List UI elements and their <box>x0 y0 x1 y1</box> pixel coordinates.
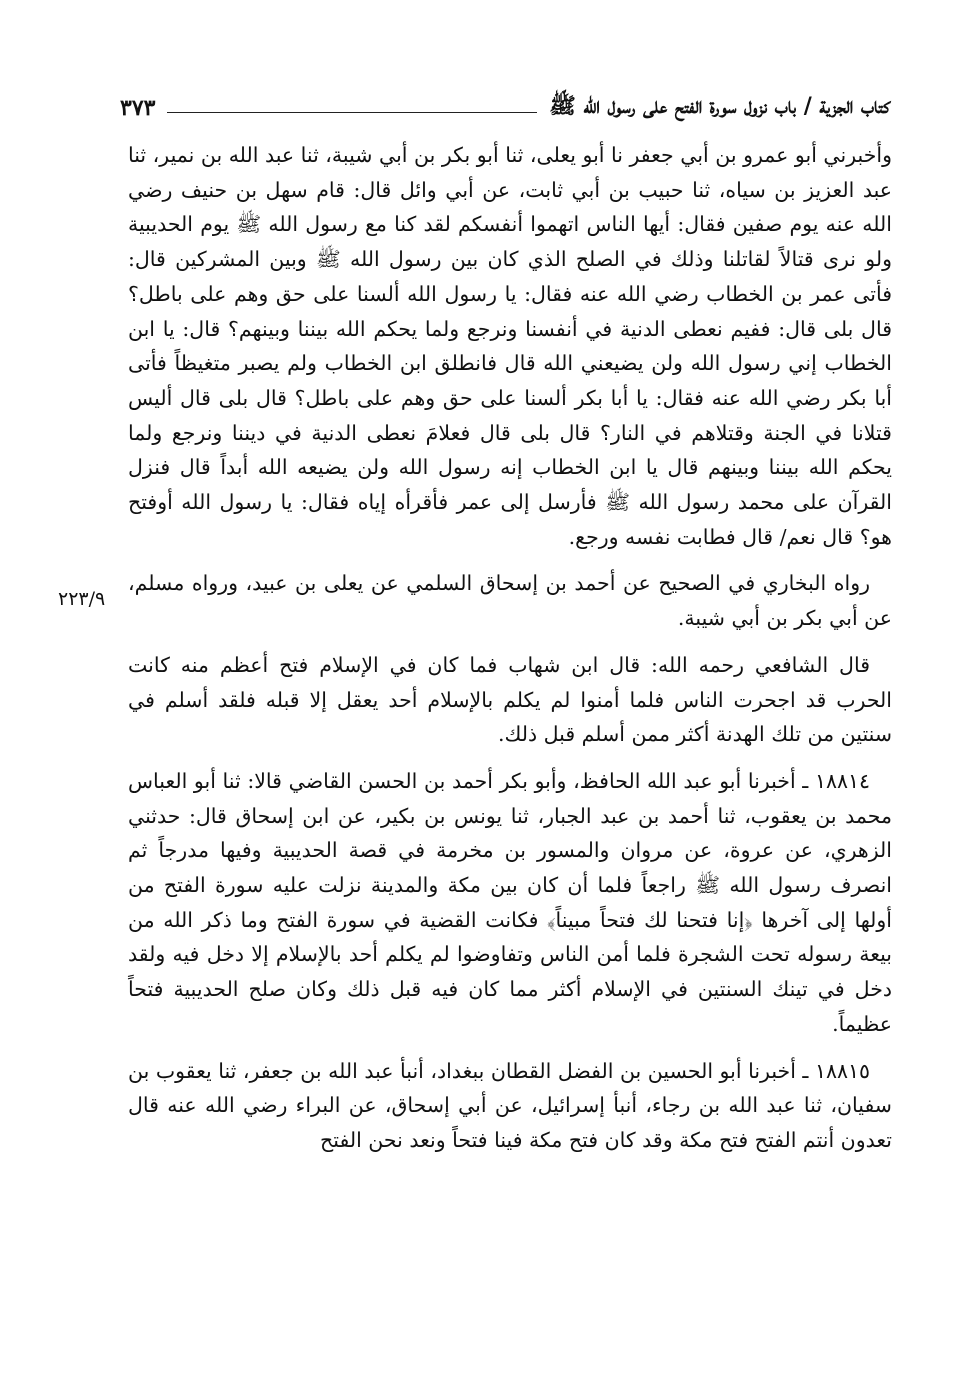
page-body <box>128 138 892 1158</box>
margin-reference: ٢٢٣/٩ <box>58 588 106 610</box>
paragraph-hadith-18815: ١٨٨١٥ ـ أخبرنا أبو الحسين بن الفضل القطان ببغداد، أنبأ عبد الله بن جعفر، ثنا يعقوب بن سفيان، ثنا عبد الله بن رجاء، أنبأ إسرائيل، عن أبي إسحاق، عن البراء رضي الله عنه قال تعدون أنتم الفتح فتح مكة وقد كان فتح مكة فينا فتحاً ونعد نحن الفتح <box>128 1058 892 1152</box>
chapter-title: كتاب الجزية / باب نزول سورة الفتح على رسول الله ﷺ <box>549 93 890 119</box>
paragraph-hadith-18814: ١٨٨١٤ ـ أخبرنا أبو عبد الله الحافظ، وأبو بكر أحمد بن الحسن القاضي قالا: ثنا أبو العباس محمد بن يعقوب، ثنا أحمد بن عبد الجبار، ثنا يونس بن بكير، عن ابن إسحاق قال: حدثني الزهري، عن عروة، عن مروان والمسور بن مخرمة في قصة الحديبية وفيها مدرجاً ثم انصرف رسول الله ﷺ راجعاً فلما أن كان بين مكة والمدينة نزلت عليه سورة الفتح من أولها إلى آخرها ﴿إنا فتحنا لك فتحاً مبيناً﴾ فكانت القضية في سورة الفتح وما ذكر الله من بيعة رسوله تحت الشجرة فلما أمن الناس وتفاوضوا لم يكلم أحد بالإسلام إلا دخل فيه ولقد دخل في تينك السنتين في الإسلام أكثر مما كان فيه قبل ذلك وكان صلح الحديبية فتحاً عظيماً. <box>128 768 892 1036</box>
paragraph-narration-note: رواه البخاري في الصحيح عن أحمد بن إسحاق السلمي عن يعلى بن عبيد، ورواه مسلم، عن أبي بكر بن أبي شيبة. <box>128 571 892 631</box>
running-header <box>120 88 890 128</box>
paragraph-hadith-sahl: وأخبرني أبو عمرو بن أبي جعفر نا أبو يعلى، ثنا أبو بكر بن أبي شيبة، ثنا عبد الله بن نمير، ثنا عبد العزيز بن سياه، ثنا حبيب بن أبي ثابت، عن أبي وائل قال: قام سهل بن حنيف رضي الله عنه يوم صفين فقال: أيها الناس اتهموا أنفسكم لقد كنا مع رسول الله ﷺ يوم الحديبية ولو نرى قتالاً لقاتلنا وذلك في الصلح الذي كان بين رسول الله ﷺ وبين المشركين قال: فأتى عمر بن الخطاب رضي الله عنه فقال: يا رسول الله ألسنا على حق وهم على باطل؟ قال بلى قال: ففيم نعطى الدنية في أنفسنا ونرجع ولما يحكم الله بيننا وبينهم؟ قال: يا ابن الخطاب إني رسول الله ولن يضيعني الله قال فانطلق ابن الخطاب ولم يصبر متغيظاً فأتى أبا بكر رضي الله عنه فقال: يا أبا بكر ألسنا على حق وهم على باطل؟ قال بلى قال أليس قتلانا في الجنة وقتلاهم في النار؟ قال بلى قال فعلامَ نعطى الدنية في ديننا ونرجع ولما يحكم الله بيننا وبينهم قال يا ابن الخطاب إنه رسول الله ولن يضيعه الله أبداً قال فنزل القرآن على محمد رسول الله ﷺ فأرسل إلى عمر فأقرأه إياه فقال: يا رسول الله أوفتح هو؟ قال نعم/ قال فطابت نفسه ورجع. <box>128 143 892 549</box>
page-number: ٣٧٣ <box>120 95 156 121</box>
paragraph-shafii-quote: قال الشافعي رحمه الله: قال ابن شهاب فما كان في الإسلام فتح أعظم منه كانت الحرب قد اجحرت الناس فلما أمنوا لم يكلم بالإسلام أحد يعقل إلا قبله فلقد أسلم في سنتين من تلك الهدنة أكثر ممن أسلم قبل ذلك. <box>128 652 892 747</box>
header-rule <box>167 112 537 113</box>
